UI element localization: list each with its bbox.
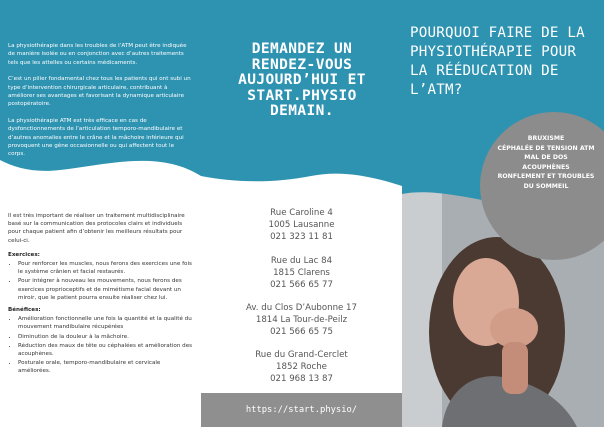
intro-paragraph: C’est un pilier fondamental chez tous les patients qui ont subi un type d’intervention chirurgicale articulaire, contribuant à améliorer ses avantages et favorisant la dynamique articulaire postopératoire. xyxy=(8,76,191,108)
address-city: 1005 Lausanne xyxy=(268,220,335,231)
body-paragraph: Il est très important de réaliser un traitement multidisciplinaire basé sur la communication des protocoles clairs et individuels pour chaque patient afin d’obtenir les meilleurs résultats pour celui-ci. xyxy=(8,213,185,244)
intro-paragraph: La physiothérapie dans les troubles de l’ATM peut être indiquée de manière isolée ou en conjonction avec d’autres traitements tels que les attelles ou certains médicaments. xyxy=(8,43,187,66)
symptoms-list xyxy=(492,134,600,192)
address-street: Av. du Clos D’Aubonne 17 xyxy=(246,303,357,313)
list-item: • Posturale orale, temporo-mandibulaire et cervicale améliorées. xyxy=(18,359,194,375)
symptom-item: RONFLEMENT ET TROUBLES xyxy=(497,173,595,181)
cta-line: DEMAIN. xyxy=(270,103,334,119)
address-phone[interactable]: 021 566 65 75 xyxy=(270,327,333,338)
address-city: 1852 Roche xyxy=(276,362,327,373)
address-street: Rue du Grand-Cerclet xyxy=(255,350,348,360)
list-item: • Réduction des maux de tête ou céphalées et amélioration des acouphènes. xyxy=(18,342,194,358)
exercices-list xyxy=(8,260,194,302)
symptom-item: BRUXISME xyxy=(527,135,565,142)
address-phone[interactable]: 021 566 65 77 xyxy=(270,280,333,291)
symptom-item: CÉPHALÉE DE TENSION ATM xyxy=(497,144,595,152)
title-line: PHYSIOTHÉRAPIE POUR xyxy=(410,44,577,60)
cta-line: START.PHYSIO xyxy=(247,87,357,104)
title-line: POURQUOI FAIRE DE LA xyxy=(410,25,585,41)
treatment-text-block xyxy=(8,212,194,380)
symptom-item: DU SOMMEIL xyxy=(523,182,569,190)
address-block xyxy=(201,302,402,339)
exercices-heading: Exercices: xyxy=(8,251,40,258)
address-street: Rue du Lac 84 xyxy=(270,256,333,266)
title-line: LA RÉÉDUCATION DE xyxy=(410,63,559,79)
middle-panel xyxy=(201,0,402,427)
website-link[interactable]: https://start.physio/ xyxy=(201,393,402,427)
symptom-item: MAL DE DOS xyxy=(524,154,568,162)
address-block xyxy=(201,255,402,292)
cta-line: RENDEZ-VOUS xyxy=(251,56,353,73)
address-block xyxy=(201,207,402,244)
cta-line: AUJOURD’HUI ET xyxy=(238,72,366,88)
intro-text-block xyxy=(8,42,192,167)
left-panel xyxy=(0,0,201,427)
appointment-callout xyxy=(221,42,383,120)
cta-line: DEMANDEZ UN xyxy=(251,41,353,57)
intro-paragraph: La physiothérapie ATM est très efficace en cas de dysfonctionnements de l’articulation temporo-mandibulaire et d’autres anomalies entre le crâne et la mâchoire inférieure qui provoquent une gêne occasionnelle ou qui affectent tout le corps. xyxy=(8,117,184,158)
address-phone[interactable]: 021 323 11 81 xyxy=(270,232,333,243)
address-phone[interactable]: 021 968 13 87 xyxy=(270,374,333,385)
list-item: • Amélioration fonctionnelle une fois la quantité et la qualité du mouvement mandibulaire récupérées xyxy=(18,315,194,331)
list-item: • Pour renforcer les muscles, nous ferons des exercices une fois le système crânien et facial restaurés. xyxy=(18,260,194,276)
list-item: • Pour intégrer à nouveau les mouvements, nous ferons des exercices proprioceptifs et de mimétisme facial devant un miroir, que le patient pourra ensuite réaliser chez lui. xyxy=(18,277,194,302)
benefices-list xyxy=(8,315,194,375)
right-panel xyxy=(402,0,604,427)
title-line: L’ATM? xyxy=(410,82,463,98)
brochure-title xyxy=(410,24,600,100)
address-street: Rue Caroline 4 xyxy=(270,208,333,218)
address-city: 1814 La Tour-de-Peilz xyxy=(255,315,348,326)
symptom-item: ACOUPHÈNES xyxy=(522,163,570,171)
list-item: • Diminution de la douleur à la mâchoire. xyxy=(18,333,194,341)
address-block xyxy=(201,349,402,386)
address-city: 1815 Clarens xyxy=(273,268,330,279)
benefices-heading: Bénéfices: xyxy=(8,307,41,314)
